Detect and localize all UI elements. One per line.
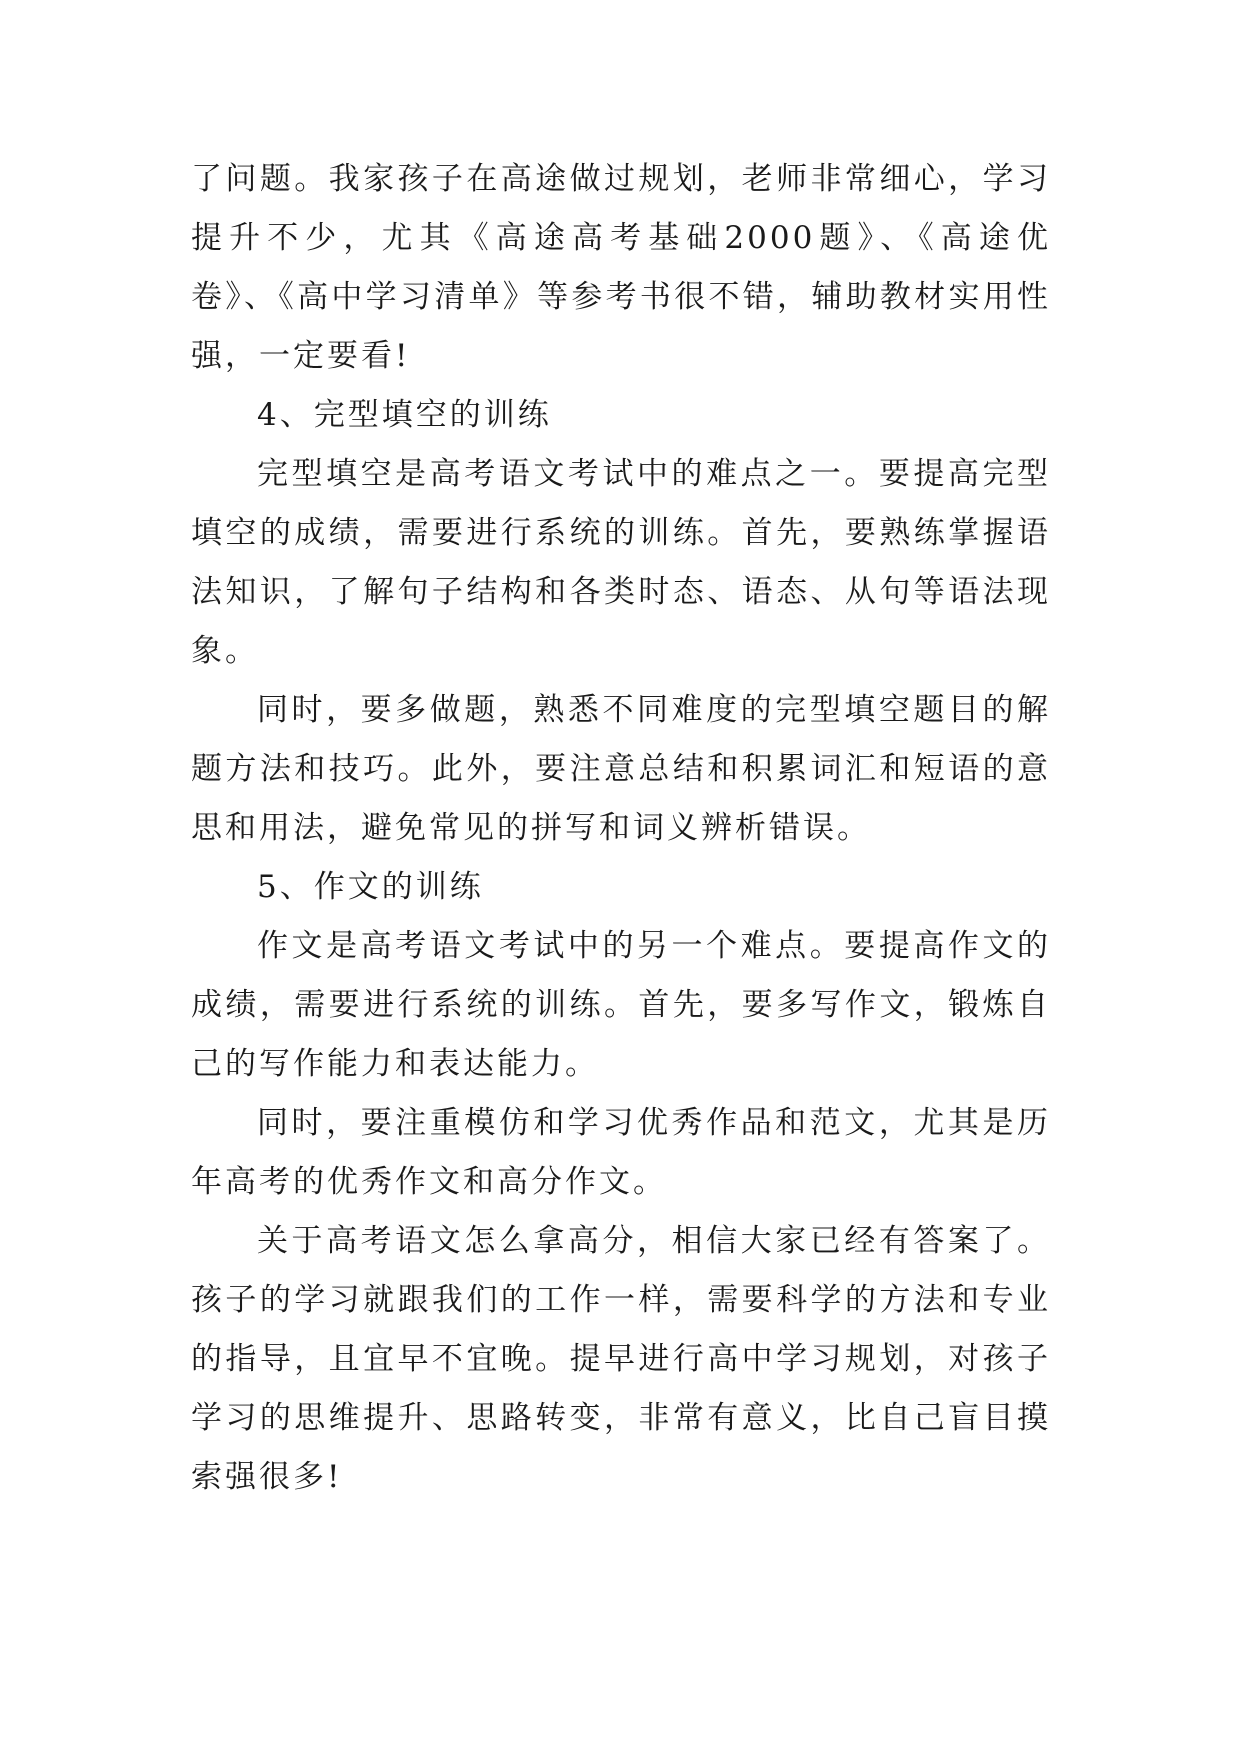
paragraph-cloze-practice: 同时，要多做题，熟悉不同难度的完型填空题目的解题方法和技巧。此外，要注意总结和积累词汇和短语的意思和用法，避免常见的拼写和词义辨析错误。: [191, 692, 1051, 846]
paragraph-essay-imitation: 同时，要注重模仿和学习优秀作品和范文，尤其是历年高考的优秀作文和高分作文。: [191, 1105, 1051, 1200]
paragraph-essay-writing: 作文是高考语文考试中的另一个难点。要提高作文的成绩，需要进行系统的训练。首先，要多写作文，锻炼自己的写作能力和表达能力。: [191, 928, 1051, 1082]
section-heading-essay-training: 5、作文的训练: [257, 869, 484, 905]
section-heading-cloze-training: 4、完型填空的训练: [257, 397, 552, 433]
document-body: [191, 150, 1051, 1507]
paragraph-cloze-grammar: 完型填空是高考语文考试中的难点之一。要提高完型填空的成绩，需要进行系统的训练。首先，要熟练掌握语法知识，了解句子结构和各类时态、语态、从句等语法现象。: [191, 456, 1051, 669]
paragraph-conclusion: 关于高考语文怎么拿高分，相信大家已经有答案了。孩子的学习就跟我们的工作一样，需要科学的方法和专业的指导，且宜早不宜晚。提早进行高中学习规划，对孩子学习的思维提升、思路转变，非常有意义，比自己盲目摸索强很多!: [191, 1223, 1051, 1495]
paragraph-continued-intro: 了问题。我家孩子在高途做过规划，老师非常细心，学习提升不少，尤其《高途高考基础2000题》、《高途优卷》、《高中学习清单》等参考书很不错，辅助教材实用性强，一定要看!: [191, 161, 1051, 374]
